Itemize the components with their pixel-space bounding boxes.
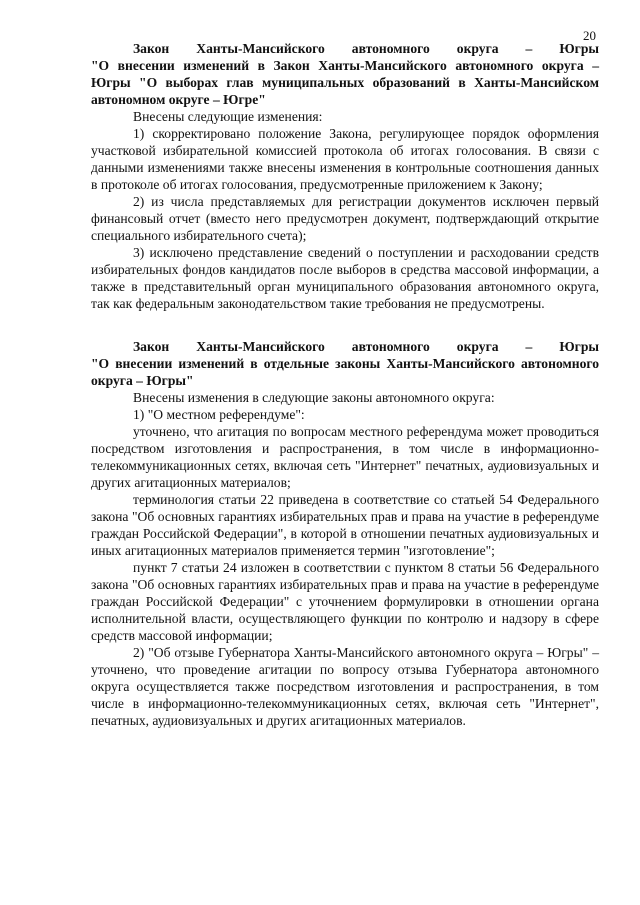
law-title-1 — [91, 40, 599, 108]
section2-paragraph: пункт 7 статьи 24 изложен в соответствии с пунктом 8 статьи 56 Федерального закона "Об основных гарантиях избирательных прав и права на участие в референдуме граждан Российской Федерации" с уточнением формулировки в отношении органа исполнительной власти, осуществляющего функции по контролю и надзору в сфере средств массовой информации; — [91, 560, 599, 643]
page-number: 20 — [583, 28, 596, 43]
section2-paragraph: терминология статьи 22 приведена в соответствие со статьей 54 Федерального закона "Об основных гарантиях избирательных прав и права на участие в референдуме граждан Российской Федерации", в которой в отношении печатных аудиовизуальных и иных агитационных материалов применяется термин "изготовление"; — [91, 492, 599, 558]
law-title-2-rest: "О внесении изменений в отдельные законы Ханты-Мансийского автономного округа – Югры" — [91, 356, 599, 388]
document-body — [91, 40, 599, 729]
section1-paragraph: 1) скорректировано положение Закона, регулирующее порядок оформления участковой избирательной комиссией протокола об итогах голосования. В связи с данными изменениями также внесены изменения в контрольные соотношения данных в протоколе об итогах голосования, предусмотренные приложением к Закону; — [91, 126, 599, 192]
section1-paragraph: 2) из числа представляемых для регистрации документов исключен первый финансовый отчет (вместо него предусмотрен документ, подтверждающий открытие специального избирательного счета); — [91, 194, 599, 243]
section2-paragraph: 2) "Об отзыве Губернатора Ханты-Мансийского автономного округа – Югры" – уточнено, что проведение агитации по вопросу отзыва Губернатора автономного округа осуществляется также посредством изготовления и распространения, в том числе в информационно-телекоммуникационных сетях, включая сеть "Интернет", печатных, аудиовизуальных и других агитационных материалов. — [91, 645, 599, 728]
law-title-2-first-line: Закон Ханты-Мансийского автономного округа – Югры — [133, 339, 599, 354]
law-title-2 — [91, 338, 599, 389]
section1-paragraph: Внесены следующие изменения: — [133, 109, 323, 124]
section1-paragraph: 3) исключено представление сведений о поступлении и расходовании средств избирательных фондов кандидатов после выборов в средства массовой информации, а также в представительный орган муниципального образования автономного округа, так как федеральным законодательством такие требования не предусмотрены. — [91, 245, 599, 311]
section2-paragraph: Внесены изменения в следующие законы автономного округа: — [133, 390, 495, 405]
law-title-1-first-line: Закон Ханты-Мансийского автономного округа – Югры — [133, 41, 599, 56]
law-title-1-rest: "О внесении изменений в Закон Ханты-Мансийского автономного округа – Югры "О выборах глав муниципальных образований в Ханты-Мансийском автономном округе – Югре" — [91, 58, 599, 107]
section2-paragraph: 1) "О местном референдуме": — [133, 407, 305, 422]
section2-paragraph: уточнено, что агитация по вопросам местного референдума может проводиться посредством изготовления и распространения, в том числе в информационно-телекоммуникационных сетях, включая сеть "Интернет" печатных, аудиовизуальных и других агитационных материалов; — [91, 424, 599, 490]
section-gap — [91, 312, 599, 338]
